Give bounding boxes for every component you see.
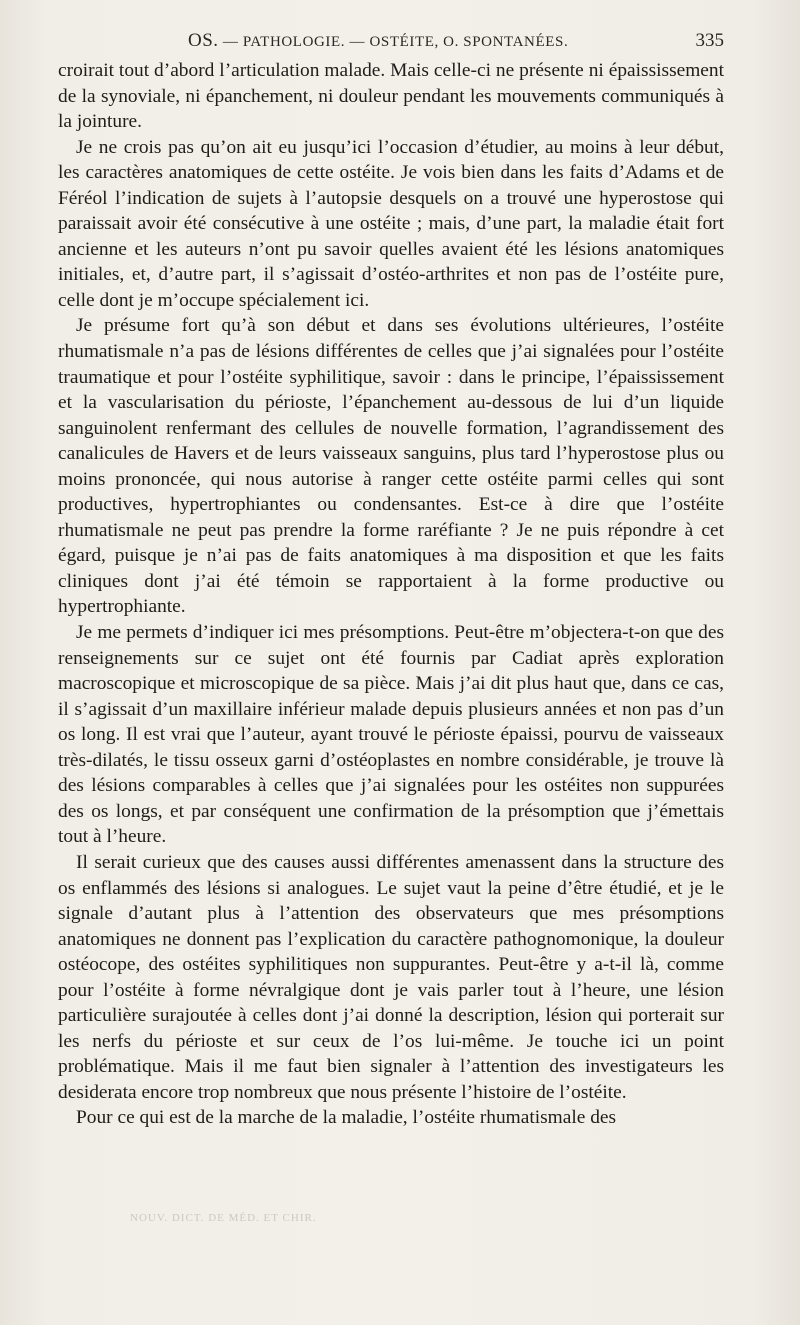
paragraph: Je présume fort qu’à son début et dans ses évolutions ultérieures, l’ostéite rhumatismale n’a pas de lésions différentes de celles que j’ai signalées pour l’ostéite traumatique et pour l’ostéite syphilitique, savoir : dans le principe, l’épaississement et la vascularisation du périoste, l’épanchement au-dessous de lui d’un liquide sanguinolent renfermant des cellules de nouvelle formation, l’agrandissement des canalicules de Havers et de leurs vaisseaux sanguins, plus tard l’hyperostose plus ou moins prononcée, qui nous autorise à ranger cette ostéite parmi celles qui sont productives, hypertrophiantes ou condensantes. Est-ce à dire que l’ostéite rhumatismale ne peut pas prendre la forme raréfiante ? Je ne puis répondre à cet égard, puisque je n’ai pas de faits anatomiques à ma disposition et que les faits cliniques dont j’ai été témoin se rapportaient à la forme productive ou hypertrophiante. [58,315,724,618]
paragraph: Je ne crois pas qu’on ait eu jusqu’ici l’occasion d’étudier, au moins à leur début, les caractères anatomiques de cette ostéite. Je vois bien dans les faits d’Adams et de Féréol l’indication de sujets à l’autopsie desquels on a trouvé une hyperostose qui paraissait avoir été consécutive à une ostéite ; mais, d’une part, la maladie était fort ancienne et les auteurs n’ont pu savoir quelles avaient été les lésions anatomiques initiales, et, d’autre part, il s’agissait d’ostéo-arthrites et non pas de l’ostéite pure, celle dont je m’occupe spécialement ici. [58,136,724,311]
body-text [58,58,724,1131]
running-title-os: OS. [188,30,219,51]
paragraph: Je me permets d’indiquer ici mes présomptions. Peut-être m’objectera-t-on que des renseignements sur ce sujet ont été fournis par Cadiat après exploration macroscopique et microscopique de sa pièce. Mais j’ai dit plus haut que, dans ce cas, il s’agissait d’un maxillaire inférieur malade depuis plusieurs années et non pas d’un os long. Il est vrai que l’auteur, ayant trouvé le périoste épaissi, pourvu de vaisseaux très-dilatés, le tissu osseux garni d’ostéoplastes en nombre considérable, je trouve là des lésions comparables à celles que j’ai signalées pour les ostéites non suppurées des os longs, et par conséquent une confirmation de la présomption que j’émettais tout à l’heure. [58,622,724,848]
paragraph: Pour ce qui est de la marche de la maladie, l’ostéite rhumatismale des [76,1107,617,1129]
show-through-footer: NOUV. DICT. DE MÉD. ET CHIR. [130,1212,317,1224]
page-number: 335 [695,30,724,51]
running-title-rest: — PATHOLOGIE. — OSTÉITE, O. SPONTANÉES. [218,34,569,50]
running-header [58,30,724,54]
paragraph: Il serait curieux que des causes aussi différentes amenassent dans la structure des os enflammés des lésions si analogues. Le sujet vaut la peine d’être étudié, et je le signale d’autant plus à l’attention des observateurs que mes présomptions anatomiques ne donnent pas l’explication du caractère pathognomonique, la douleur ostéocope, des ostéites syphilitiques non suppurantes. Peut-être y a-t-il là, comme pour l’ostéite à forme névralgique dont je vais parler tout à l’heure, une lésion particulière surajoutée à celles dont j’ai donné la description, lésion qui porterait sur les nerfs du périoste et sur ceux de l’os lui-même. Je touche ici un point problématique. Mais il me faut bien signaler à l’attention des investigateurs les desiderata encore trop nombreux que nous présente l’histoire de l’ostéite. [58,851,724,1103]
running-title [188,30,568,52]
paragraph-continuation: croirait tout d’abord l’articulation malade. Mais celle-ci ne présente ni épaississement de la synoviale, ni épanchement, ni douleur pendant les mouvements communiqués à la jointure. [58,60,724,133]
